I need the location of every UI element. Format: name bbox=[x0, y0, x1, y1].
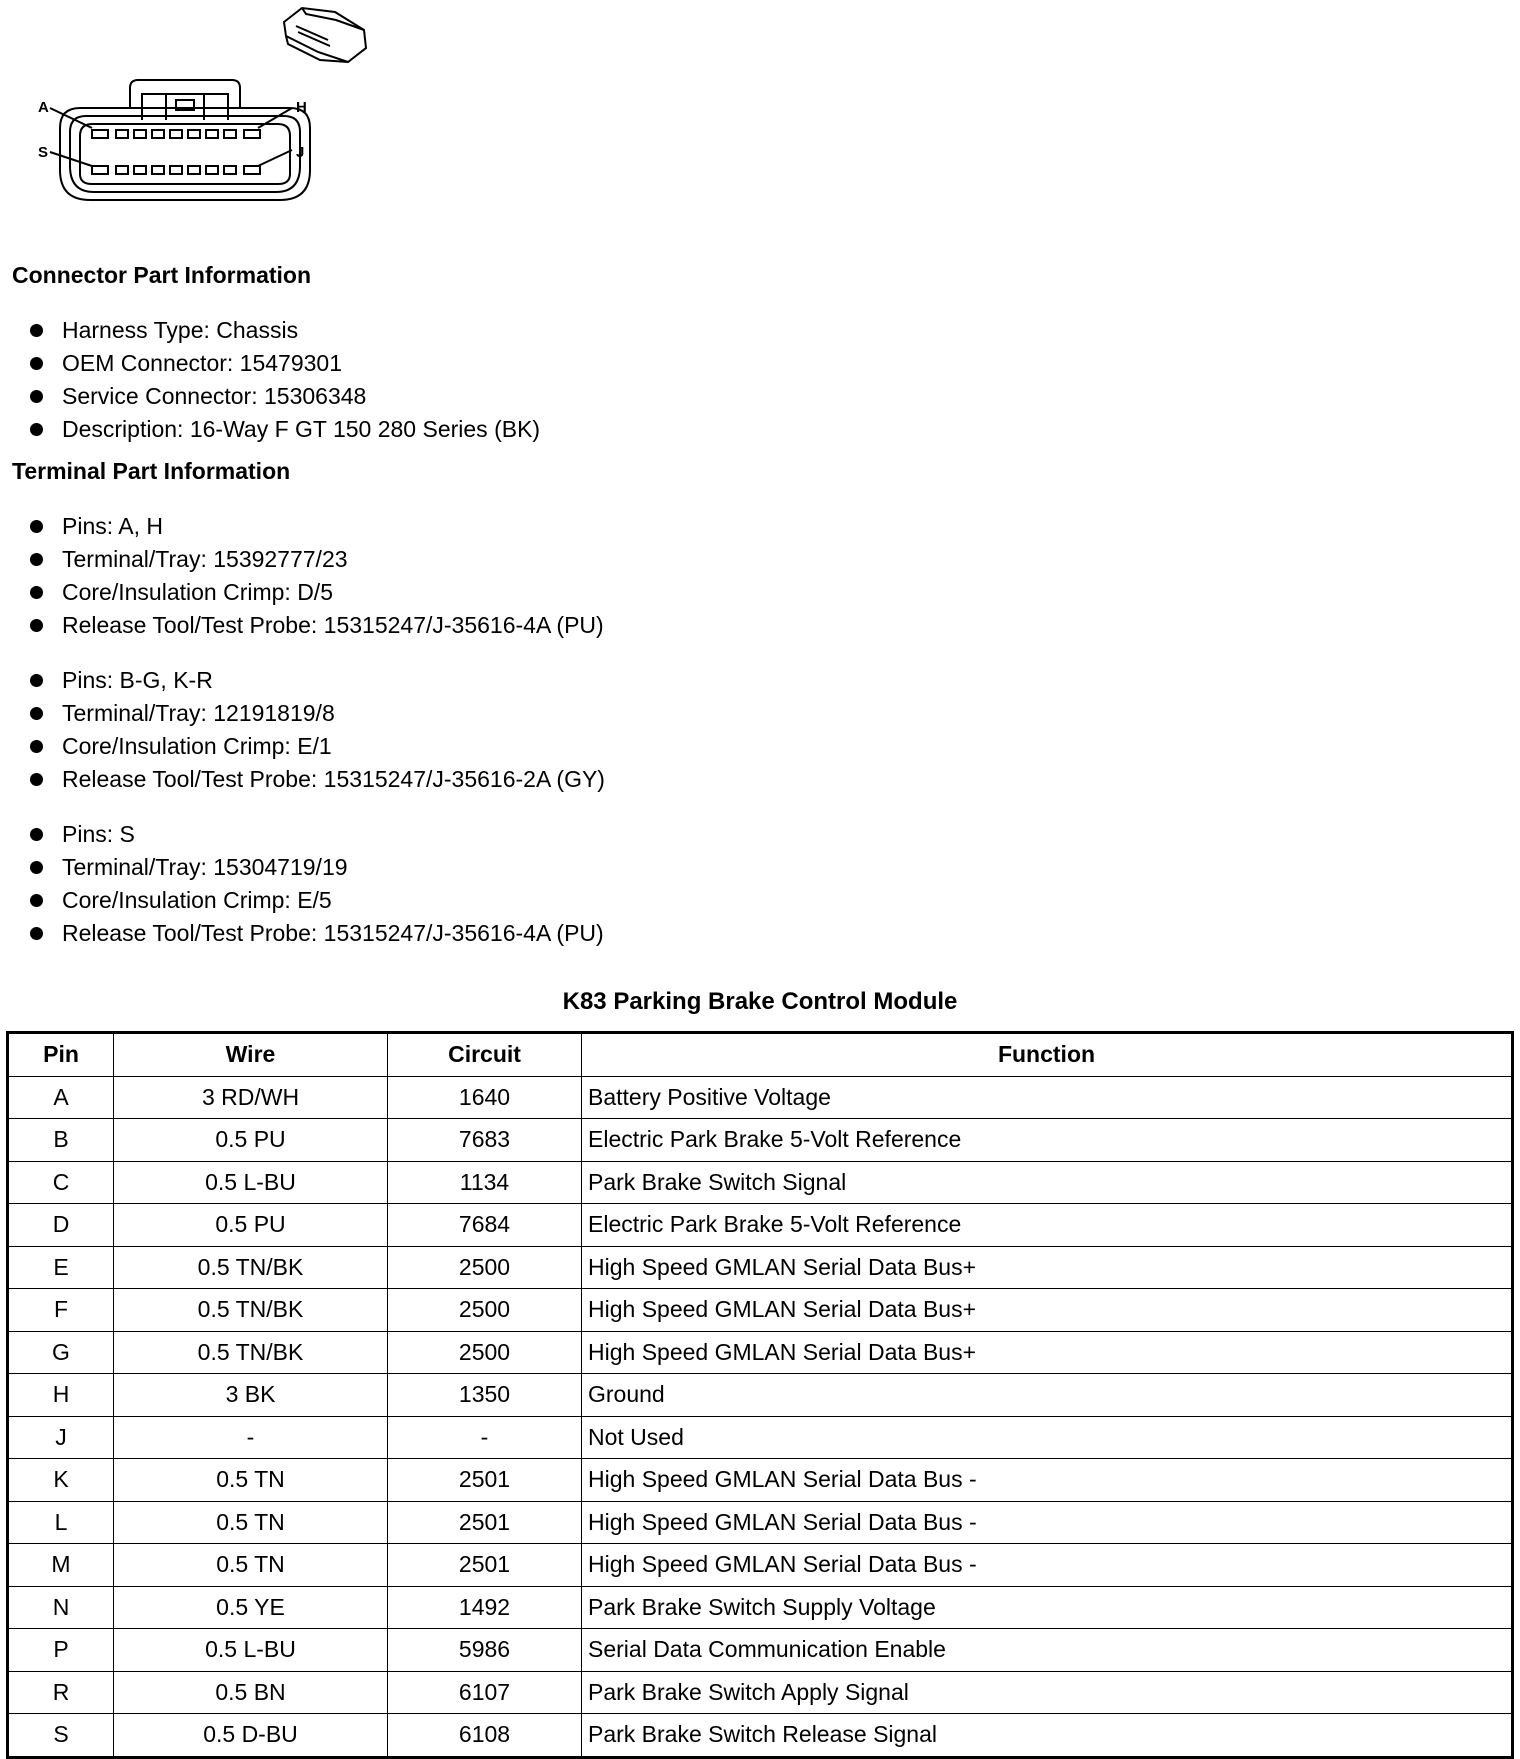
cell-wire: 0.5 PU bbox=[114, 1204, 388, 1247]
cell-function: Serial Data Communication Enable bbox=[582, 1629, 1513, 1672]
cell-circuit: - bbox=[388, 1416, 582, 1459]
cell-circuit: 2500 bbox=[388, 1289, 582, 1332]
pin-label-h: H bbox=[296, 99, 307, 116]
cell-wire: 0.5 TN/BK bbox=[114, 1289, 388, 1332]
header-function: Function bbox=[582, 1033, 1513, 1077]
cell-function: High Speed GMLAN Serial Data Bus+ bbox=[582, 1246, 1513, 1289]
pin-label-a: A bbox=[38, 99, 49, 116]
cell-wire: 0.5 TN/BK bbox=[114, 1331, 388, 1374]
cell-wire: 0.5 BN bbox=[114, 1671, 388, 1714]
cell-circuit: 6108 bbox=[388, 1714, 582, 1758]
list-item: Description: 16-Way F GT 150 280 Series (BK) bbox=[30, 413, 540, 446]
table-row bbox=[8, 1161, 1513, 1204]
cell-function: Park Brake Switch Signal bbox=[582, 1161, 1513, 1204]
cell-function: Ground bbox=[582, 1374, 1513, 1417]
list-item: Core/Insulation Crimp: D/5 bbox=[30, 576, 604, 609]
connector-3d-icon bbox=[284, 8, 366, 62]
cell-pin: N bbox=[8, 1586, 114, 1629]
list-item: Terminal/Tray: 15304719/19 bbox=[30, 851, 604, 884]
list-item: Harness Type: Chassis bbox=[30, 314, 540, 347]
list-item: OEM Connector: 15479301 bbox=[30, 347, 540, 380]
cell-wire: 0.5 L-BU bbox=[114, 1161, 388, 1204]
cell-function: Park Brake Switch Supply Voltage bbox=[582, 1586, 1513, 1629]
cell-circuit: 6107 bbox=[388, 1671, 582, 1714]
table-row bbox=[8, 1459, 1513, 1502]
table-row bbox=[8, 1331, 1513, 1374]
list-item: Release Tool/Test Probe: 15315247/J-35616-2A (GY) bbox=[30, 763, 605, 796]
terminal-info-title: Terminal Part Information bbox=[12, 458, 291, 484]
header-wire: Wire bbox=[114, 1033, 388, 1077]
table-row bbox=[8, 1246, 1513, 1289]
cell-pin: K bbox=[8, 1459, 114, 1502]
terminal-group-2 bbox=[30, 664, 605, 796]
table-row bbox=[8, 1076, 1513, 1119]
table-header-row bbox=[8, 1033, 1513, 1077]
cell-wire: - bbox=[114, 1416, 388, 1459]
cell-pin: M bbox=[8, 1544, 114, 1587]
table-row bbox=[8, 1416, 1513, 1459]
pinout-table bbox=[6, 1031, 1514, 1759]
cell-pin: L bbox=[8, 1501, 114, 1544]
list-item: Release Tool/Test Probe: 15315247/J-35616-4A (PU) bbox=[30, 917, 604, 950]
connector-face-icon bbox=[50, 80, 310, 200]
list-item: Core/Insulation Crimp: E/5 bbox=[30, 884, 604, 917]
cell-wire: 3 BK bbox=[114, 1374, 388, 1417]
list-item: Pins: B-G, K-R bbox=[30, 664, 605, 697]
list-item: Release Tool/Test Probe: 15315247/J-35616-4A (PU) bbox=[30, 609, 604, 642]
cell-pin: F bbox=[8, 1289, 114, 1332]
cell-function: Not Used bbox=[582, 1416, 1513, 1459]
list-item: Terminal/Tray: 12191819/8 bbox=[30, 697, 605, 730]
cell-function: Battery Positive Voltage bbox=[582, 1076, 1513, 1119]
cell-function: High Speed GMLAN Serial Data Bus - bbox=[582, 1459, 1513, 1502]
cell-circuit: 7683 bbox=[388, 1119, 582, 1162]
cell-circuit: 2501 bbox=[388, 1459, 582, 1502]
cell-pin: D bbox=[8, 1204, 114, 1247]
table-row bbox=[8, 1714, 1513, 1758]
cell-circuit: 1350 bbox=[388, 1374, 582, 1417]
cell-function: High Speed GMLAN Serial Data Bus - bbox=[582, 1544, 1513, 1587]
pin-label-j: J bbox=[296, 144, 305, 161]
cell-function: Park Brake Switch Apply Signal bbox=[582, 1671, 1513, 1714]
cell-circuit: 1640 bbox=[388, 1076, 582, 1119]
cell-wire: 3 RD/WH bbox=[114, 1076, 388, 1119]
cell-pin: B bbox=[8, 1119, 114, 1162]
table-row bbox=[8, 1586, 1513, 1629]
cell-pin: E bbox=[8, 1246, 114, 1289]
connector-diagram-icon bbox=[30, 0, 390, 215]
table-row bbox=[8, 1204, 1513, 1247]
table-row bbox=[8, 1629, 1513, 1672]
cell-function: Electric Park Brake 5-Volt Reference bbox=[582, 1119, 1513, 1162]
cell-function: Park Brake Switch Release Signal bbox=[582, 1714, 1513, 1758]
table-row bbox=[8, 1544, 1513, 1587]
cell-wire: 0.5 YE bbox=[114, 1586, 388, 1629]
cell-function: High Speed GMLAN Serial Data Bus+ bbox=[582, 1289, 1513, 1332]
cell-pin: R bbox=[8, 1671, 114, 1714]
pin-label-s: S bbox=[38, 144, 49, 161]
cell-circuit: 1492 bbox=[388, 1586, 582, 1629]
cell-wire: 0.5 PU bbox=[114, 1119, 388, 1162]
connector-info-title: Connector Part Information bbox=[12, 262, 312, 288]
list-item: Pins: A, H bbox=[30, 510, 604, 543]
list-item: Pins: S bbox=[30, 818, 604, 851]
table-row bbox=[8, 1671, 1513, 1714]
header-circuit: Circuit bbox=[388, 1033, 582, 1077]
cell-pin: A bbox=[8, 1076, 114, 1119]
cell-circuit: 2501 bbox=[388, 1544, 582, 1587]
cell-pin: C bbox=[8, 1161, 114, 1204]
header-pin: Pin bbox=[8, 1033, 114, 1077]
cell-pin: S bbox=[8, 1714, 114, 1758]
table-row bbox=[8, 1374, 1513, 1417]
list-item: Terminal/Tray: 15392777/23 bbox=[30, 543, 604, 576]
table-row bbox=[8, 1289, 1513, 1332]
table-row bbox=[8, 1119, 1513, 1162]
cell-circuit: 2501 bbox=[388, 1501, 582, 1544]
terminal-group-1 bbox=[30, 510, 604, 642]
list-item: Core/Insulation Crimp: E/1 bbox=[30, 730, 605, 763]
cell-circuit: 2500 bbox=[388, 1331, 582, 1374]
table-row bbox=[8, 1501, 1513, 1544]
cell-pin: J bbox=[8, 1416, 114, 1459]
cell-wire: 0.5 TN bbox=[114, 1544, 388, 1587]
terminal-group-3 bbox=[30, 818, 604, 950]
cell-pin: P bbox=[8, 1629, 114, 1672]
cell-pin: G bbox=[8, 1331, 114, 1374]
connector-info-list bbox=[30, 314, 540, 446]
cell-function: High Speed GMLAN Serial Data Bus - bbox=[582, 1501, 1513, 1544]
cell-circuit: 1134 bbox=[388, 1161, 582, 1204]
cell-wire: 0.5 TN/BK bbox=[114, 1246, 388, 1289]
cell-circuit: 5986 bbox=[388, 1629, 582, 1672]
list-item: Service Connector: 15306348 bbox=[30, 380, 540, 413]
table-title: K83 Parking Brake Control Module bbox=[562, 988, 958, 1015]
cell-circuit: 7684 bbox=[388, 1204, 582, 1247]
cell-wire: 0.5 D-BU bbox=[114, 1714, 388, 1758]
cell-wire: 0.5 TN bbox=[114, 1459, 388, 1502]
cell-wire: 0.5 L-BU bbox=[114, 1629, 388, 1672]
cell-function: Electric Park Brake 5-Volt Reference bbox=[582, 1204, 1513, 1247]
cell-function: High Speed GMLAN Serial Data Bus+ bbox=[582, 1331, 1513, 1374]
cell-wire: 0.5 TN bbox=[114, 1501, 388, 1544]
cell-circuit: 2500 bbox=[388, 1246, 582, 1289]
cell-pin: H bbox=[8, 1374, 114, 1417]
